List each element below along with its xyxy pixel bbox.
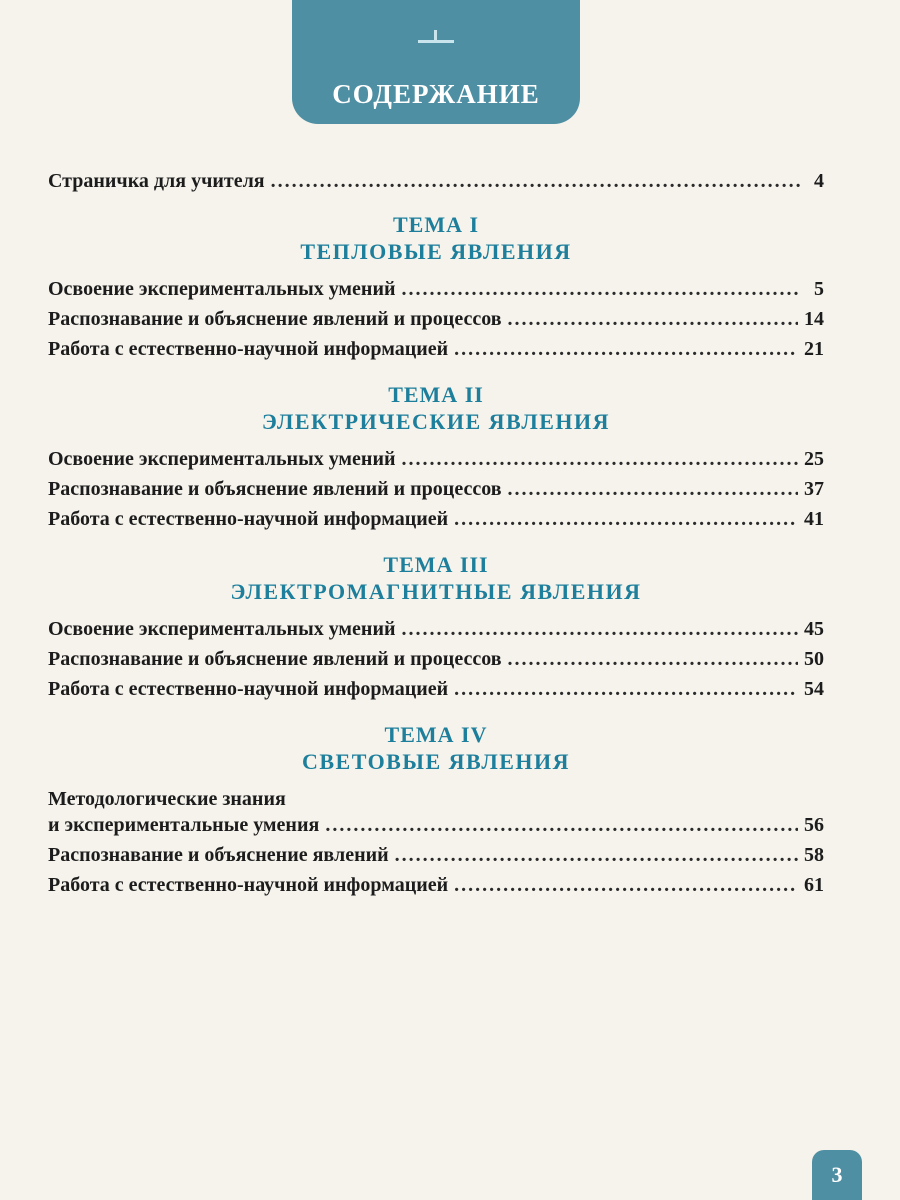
toc-leader-dots xyxy=(402,446,799,472)
toc-entry-page: 58 xyxy=(804,844,824,866)
toc-entry[interactable] xyxy=(48,276,824,302)
toc-entry-label: Распознавание и объяснение явлений и процессов xyxy=(48,648,502,670)
theme-number: ТЕМА III xyxy=(383,552,489,577)
theme-name: ЭЛЕКТРОМАГНИТНЫЕ ЯВЛЕНИЯ xyxy=(230,579,642,604)
toc-entry-label: Работа с естественно-научной информацией xyxy=(48,338,449,360)
toc-entry-page: 54 xyxy=(804,678,824,700)
page-number-badge: 3 xyxy=(812,1150,862,1200)
toc-leader-dots xyxy=(395,842,798,868)
theme-name: СВЕТОВЫЕ ЯВЛЕНИЯ xyxy=(301,749,571,774)
header-ornament xyxy=(418,40,454,43)
toc-entry[interactable] xyxy=(48,842,824,868)
toc-entry-label: Освоение экспериментальных умений xyxy=(48,618,396,640)
toc-entry-multiline[interactable] xyxy=(48,786,824,838)
toc-entry[interactable] xyxy=(48,872,824,898)
toc-entry-label: Распознавание и объяснение явлений и процессов xyxy=(48,308,502,330)
theme-1-heading xyxy=(48,212,824,266)
toc-leader-dots xyxy=(402,616,799,642)
theme-3-heading xyxy=(48,552,824,606)
theme-number: ТЕМА II xyxy=(388,382,484,407)
theme-2-heading xyxy=(48,382,824,436)
toc-leader-dots xyxy=(402,276,801,302)
toc-entry-label: и экспериментальные умения xyxy=(48,814,320,836)
table-of-contents xyxy=(48,168,824,902)
theme-name: ТЕПЛОВЫЕ ЯВЛЕНИЯ xyxy=(300,239,572,264)
toc-leader-dots xyxy=(454,506,798,532)
toc-leader-dots xyxy=(508,476,798,502)
toc-entry-label: Работа с естественно-научной информацией xyxy=(48,508,449,530)
toc-leader-dots xyxy=(454,676,798,702)
toc-entry[interactable] xyxy=(48,676,824,702)
toc-entry-label-line1: Методологические знания xyxy=(48,788,286,810)
toc-leader-dots xyxy=(271,168,800,194)
toc-entry[interactable] xyxy=(48,616,824,642)
toc-entry-label: Работа с естественно-научной информацией xyxy=(48,678,449,700)
toc-entry-label: Страничка для учителя xyxy=(48,170,265,192)
toc-leader-dots xyxy=(508,306,798,332)
toc-entry-page: 21 xyxy=(804,338,824,360)
toc-entry-page: 41 xyxy=(804,508,824,530)
toc-entry-label: Работа с естественно-научной информацией xyxy=(48,874,449,896)
toc-leader-dots xyxy=(454,336,798,362)
theme-number: ТЕМА IV xyxy=(384,722,488,747)
toc-entry-intro[interactable] xyxy=(48,168,824,194)
header-tab xyxy=(292,0,580,124)
toc-entry[interactable] xyxy=(48,336,824,362)
toc-entry[interactable] xyxy=(48,646,824,672)
toc-entry-page: 61 xyxy=(804,874,824,896)
toc-leader-dots xyxy=(454,872,798,898)
toc-entry-page: 5 xyxy=(814,278,824,300)
theme-4-heading xyxy=(48,722,824,776)
toc-entry[interactable] xyxy=(48,446,824,472)
toc-leader-dots xyxy=(508,646,798,672)
toc-entry-page: 14 xyxy=(804,308,824,330)
toc-entry[interactable] xyxy=(48,506,824,532)
toc-entry-label: Освоение экспериментальных умений xyxy=(48,448,396,470)
theme-name: ЭЛЕКТРИЧЕСКИЕ ЯВЛЕНИЯ xyxy=(261,409,611,434)
toc-leader-dots xyxy=(325,812,798,838)
toc-entry-page: 50 xyxy=(804,648,824,670)
toc-entry[interactable] xyxy=(48,812,824,838)
theme-number: ТЕМА I xyxy=(392,212,480,237)
toc-entry-label: Распознавание и объяснение явлений и процессов xyxy=(48,478,502,500)
toc-entry-page: 56 xyxy=(804,814,824,836)
toc-entry-page: 37 xyxy=(804,478,824,500)
toc-entry-label: Освоение экспериментальных умений xyxy=(48,278,396,300)
toc-entry-page: 25 xyxy=(804,448,824,470)
toc-entry-label: Распознавание и объяснение явлений xyxy=(48,844,389,866)
toc-entry-page: 4 xyxy=(814,170,824,192)
toc-entry[interactable] xyxy=(48,306,824,332)
page-title: СОДЕРЖАНИЕ xyxy=(332,79,540,109)
toc-entry-page: 45 xyxy=(804,618,824,640)
toc-entry[interactable] xyxy=(48,476,824,502)
